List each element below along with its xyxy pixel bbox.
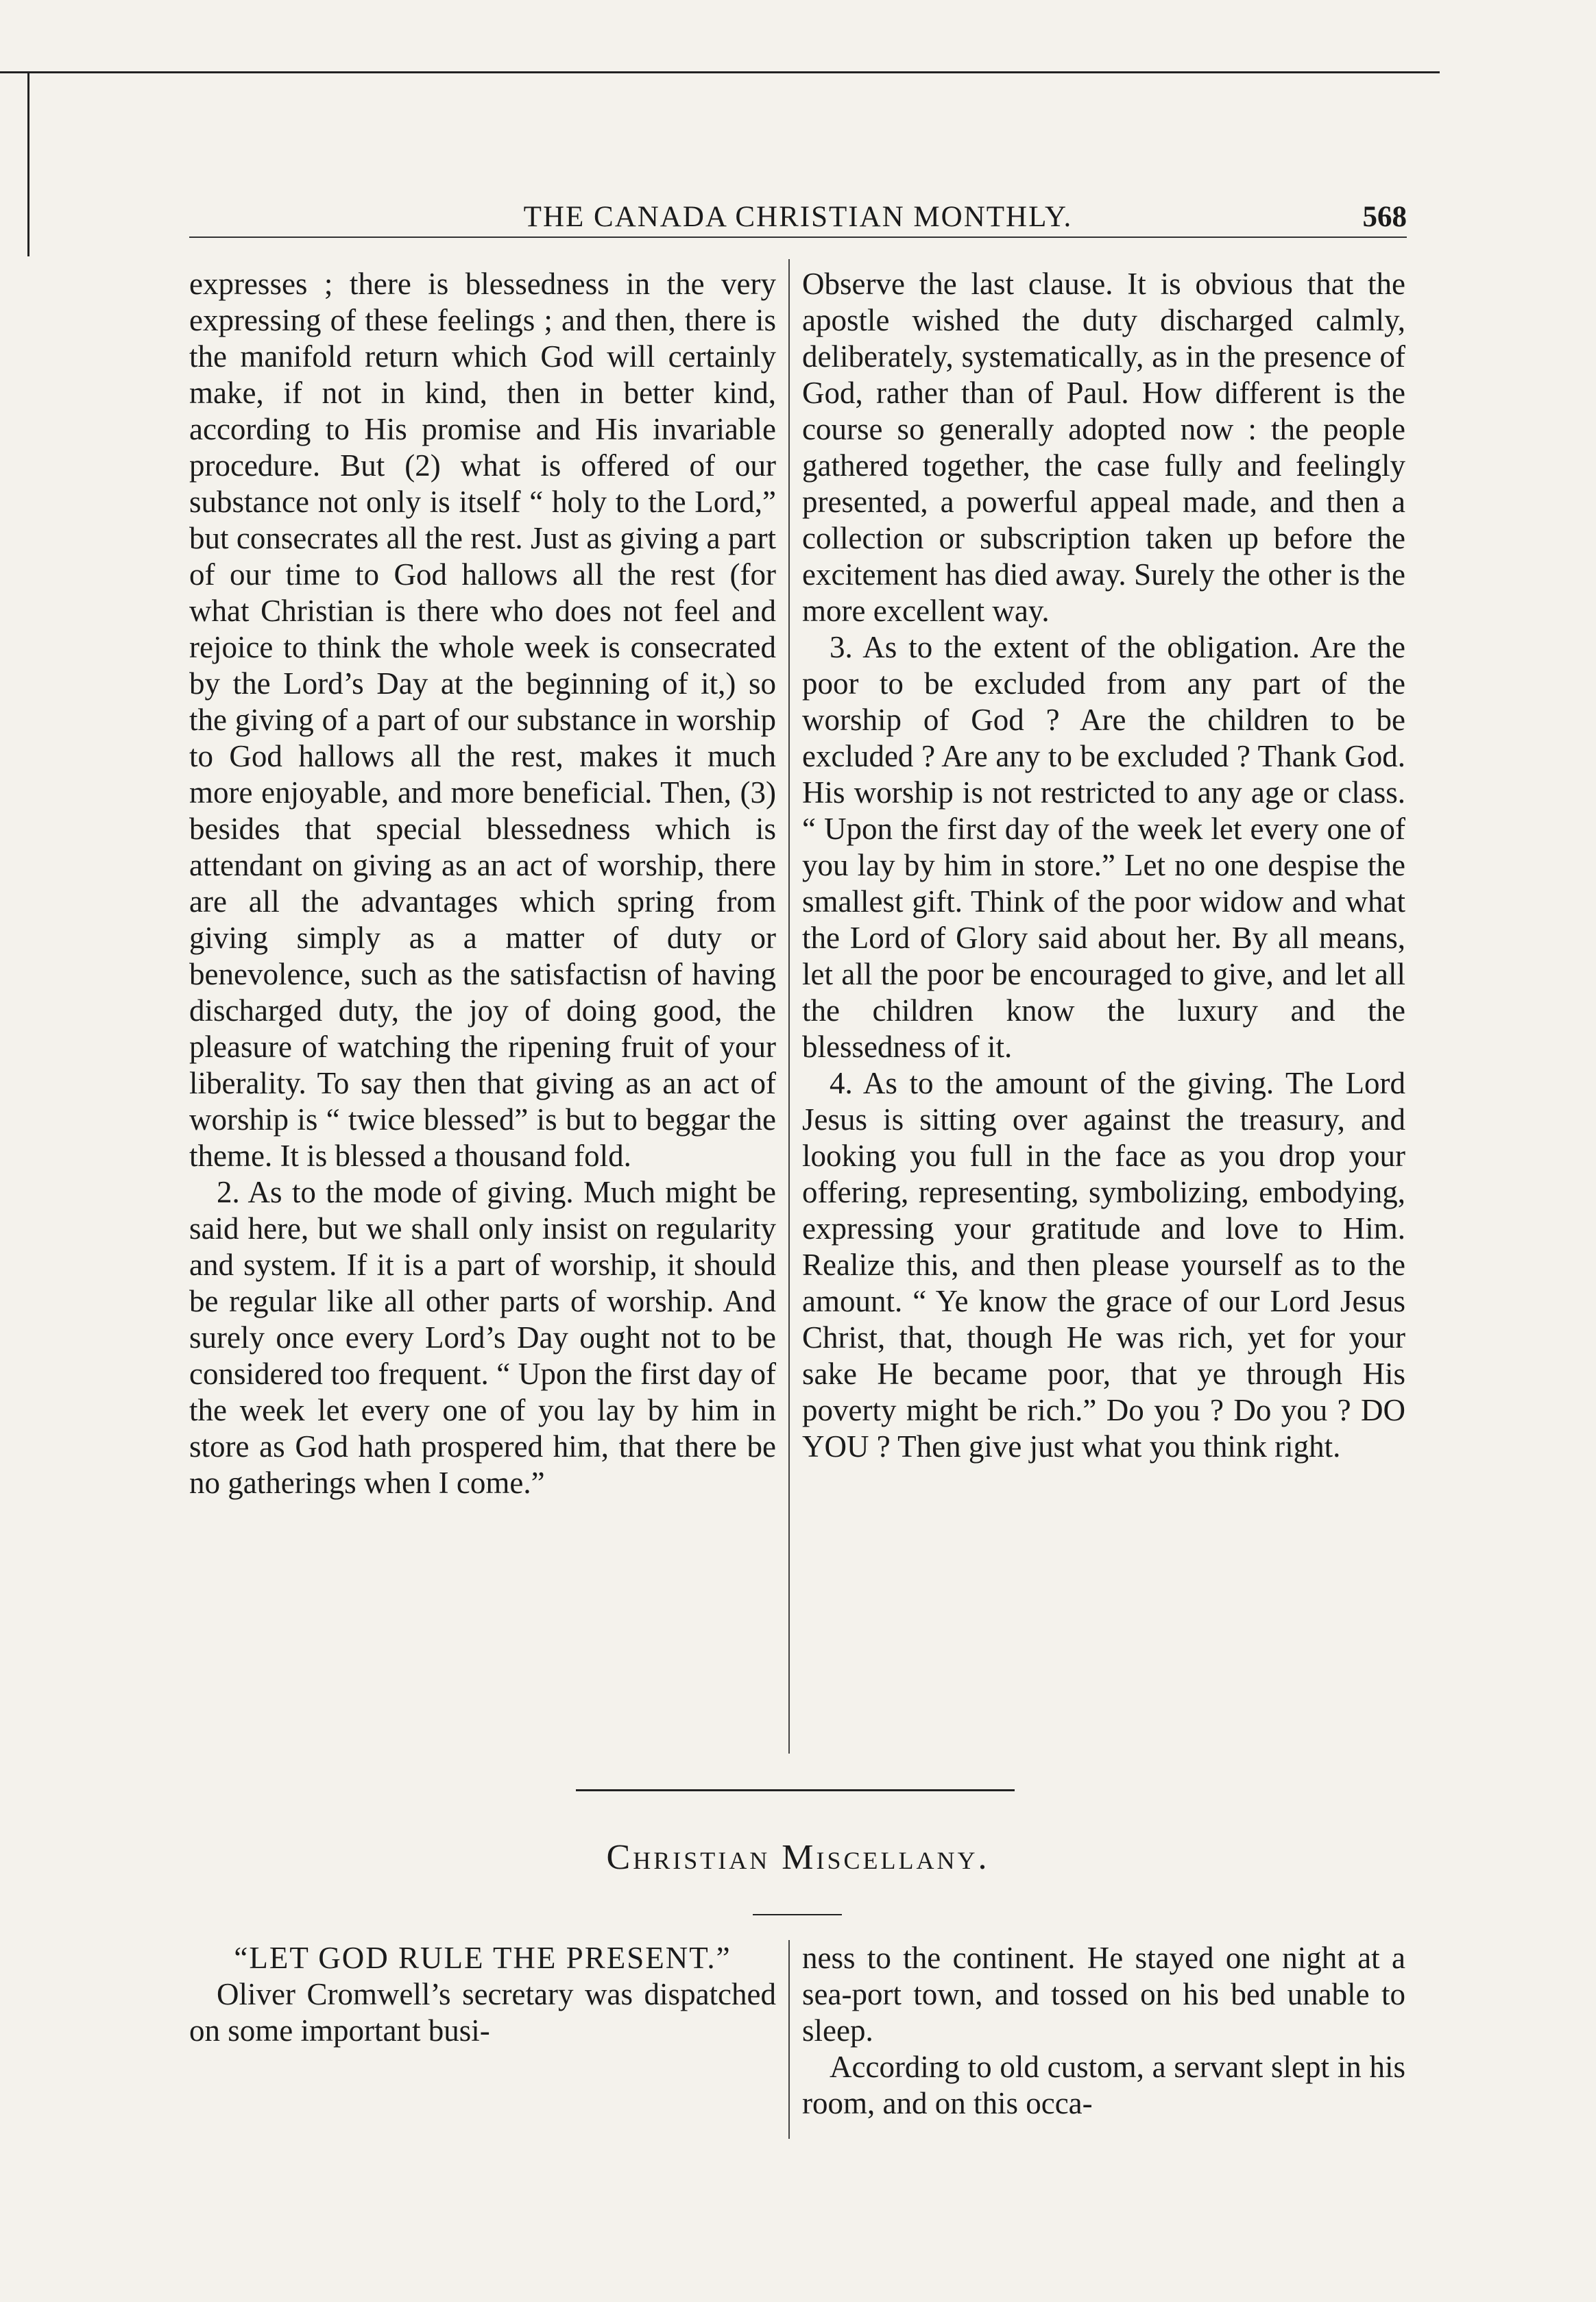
header-rule xyxy=(189,237,1407,238)
paragraph: According to old custom, a servant slept in his room, and on this occa- xyxy=(802,2050,1405,2120)
article-left-column xyxy=(189,1940,776,2049)
article-title: “LET GOD RULE THE PRESENT.” xyxy=(234,1941,732,1975)
paragraph: Observe the last clause. It is obvious that the apostle wished the duty discharged calmly, deliberately, systematically, as in the presence of God, rather than of Paul. How different is the course so generally adopted now : the people gathered together, the case fully and feelingly presented, a powerful appeal made, and then a collection or subscription taken up before the excitement has died away. Surely the other is the more excellent way. xyxy=(802,267,1405,628)
running-head xyxy=(189,200,1407,234)
page-number: 568 xyxy=(1362,201,1407,233)
left-edge-rule xyxy=(27,71,29,256)
article-right-column xyxy=(802,1940,1405,2122)
right-column xyxy=(802,266,1405,1465)
paragraph: expresses ; there is blessedness in the very expressing of these feelings ; and then, there is the manifold return which God will certainly make, if not in kind, then in better kind, according to His promise and His invariable procedure. But (2) what is offered of our substance not only is itself “ holy to the Lord,” but consecrates all the rest. Just as giving a part of our time to God hallows all the rest (for what Christian is there who does not feel and rejoice to think the whole week is consecrated by the Lord’s Day at the beginning of it,) so the giving of a part of our substance in worship to God hallows all the rest, makes it much more enjoyable, and more beneficial. Then, (3) besides that special blessedness which is attendant on giving as an act of worship, there are all the advantages which spring from giving simply as a matter of duty or benevolence, such as the satisfactisn of having discharged duty, the joy of doing good, the pleasure of watching the ripening fruit of your liberality. To say then that giving as an act of worship is “ twice blessed” is but to beggar the theme. It is blessed a thousand fold. xyxy=(189,267,776,1173)
paragraph: ness to the continent. He stayed one night at a sea-port town, and tossed on his bed unable to sleep. xyxy=(802,1941,1405,2048)
top-edge-rule xyxy=(0,71,1440,73)
running-title: THE CANADA CHRISTIAN MONTHLY. xyxy=(523,201,1073,233)
section-heading: Christian Miscellany. xyxy=(606,1838,990,1877)
paragraph: 4. As to the amount of the giving. The Lord Jesus is sitting over against the treasury, and looking you full in the face as you drop your offering, representing, symbolizing, embodying, expressing your gratitude and love to Him. Realize this, and then please yourself as to the amount. “ Ye know the grace of our Lord Jesus Christ, that, though He was rich, yet for your sake He became poor, that ye through His poverty might be rich.” Do you ? Do you ? DO YOU ? Then give just what you think right. xyxy=(802,1066,1405,1464)
paragraph: 3. As to the extent of the obligation. Are the poor to be excluded from any part of the worship of God ? Are the children to be excluded ? Are any to be excluded ? Thank God. His worship is not restricted to any age or class. “ Upon the first day of the week let every one of you lay by him in store.” Let no one despise the smallest gift. Think of the poor widow and what the Lord of Glory said about her. By all means, let all the poor be encouraged to give, and let all the children know the luxury and the blessedness of it. xyxy=(802,630,1405,1064)
paragraph: Oliver Cromwell’s secretary was dispatched on some important busi- xyxy=(189,1977,776,2048)
paragraph: 2. As to the mode of giving. Much might be said here, but we shall only insist on regularity and system. If it is a part of worship, it should be regular like all other parts of worship. And surely once every Lord’s Day ought not to be considered too frequent. “ Upon the first day of the week let every one of you lay by him in store as God hath prospered him, that there be no gatherings when I come.” xyxy=(189,1175,776,1500)
column-divider xyxy=(788,1940,790,2139)
section-rule xyxy=(576,1789,1015,1791)
column-divider xyxy=(788,259,790,1754)
section-rule-short xyxy=(753,1914,842,1915)
left-column xyxy=(189,266,776,1501)
